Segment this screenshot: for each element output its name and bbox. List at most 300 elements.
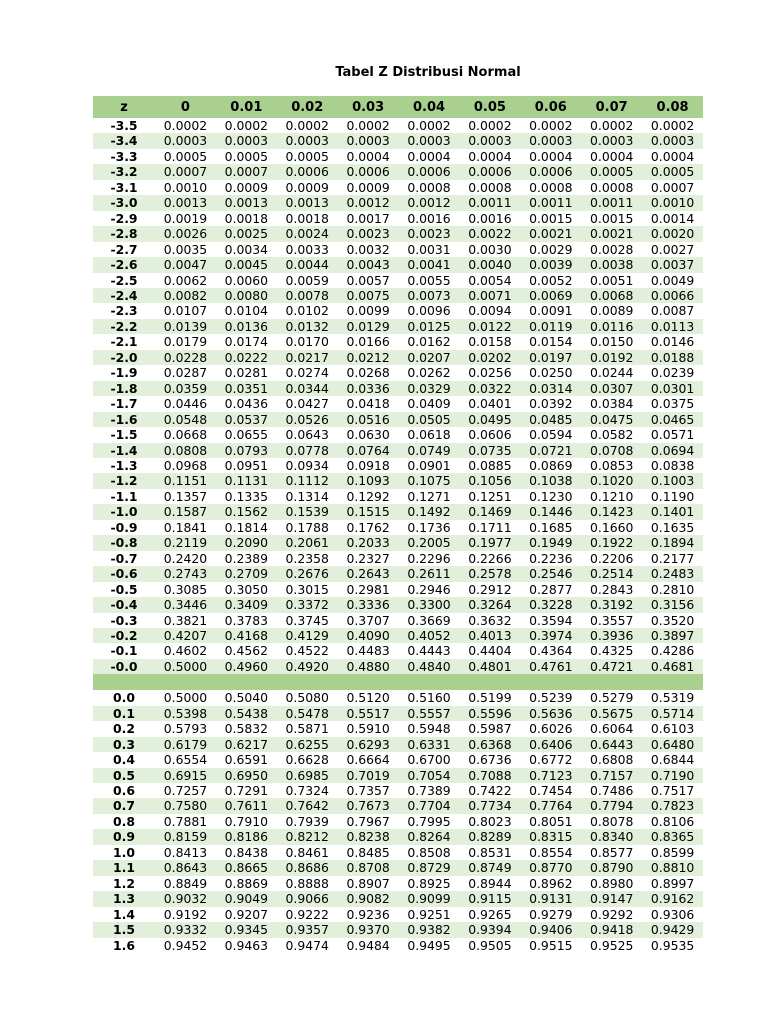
probability-cell: 0.0102 [285,303,329,319]
probability-cell: 0.0150 [590,334,634,350]
probability-cell: 0.1335 [224,488,269,504]
probability-cell: 0.0017 [346,210,390,226]
probability-cell: 0.2810 [650,581,695,597]
probability-cell: 0.5080 [285,690,329,706]
probability-cell: 0.8531 [468,844,512,860]
probability-cell: 0.3372 [277,597,338,612]
probability-cell: 0.0049 [650,272,695,288]
probability-cell: 0.0003 [642,133,703,148]
probability-cell: 0.9418 [581,922,642,937]
probability-cell: 0.0281 [224,365,269,381]
probability-cell: 0.0004 [468,148,512,164]
probability-cell: 0.0162 [407,334,451,350]
z-value-cell: -2.1 [110,334,138,350]
probability-cell: 0.0314 [520,381,581,396]
probability-cell: 0.7967 [346,813,390,829]
probability-cell: 0.4681 [642,659,703,674]
table-row [93,891,703,906]
probability-cell: 0.9236 [346,906,390,922]
probability-cell: 0.3050 [224,581,269,597]
probability-cell: 0.8508 [407,844,451,860]
probability-cell: 0.4052 [399,628,460,643]
z-value-cell: -3.3 [110,148,138,164]
probability-cell: 0.0212 [338,350,399,365]
probability-cell: 0.1230 [529,488,573,504]
probability-cell: 0.6554 [163,752,208,768]
probability-cell: 0.1357 [163,488,208,504]
probability-cell: 0.0013 [216,195,277,210]
z-value-cell: 0.4 [113,752,135,768]
probability-cell: 0.8790 [581,860,642,875]
probability-cell: 0.9535 [650,937,695,953]
probability-cell: 0.4013 [459,628,520,643]
probability-cell: 0.0043 [338,257,399,272]
probability-cell: 0.0011 [520,195,581,210]
probability-cell: 0.4207 [155,628,216,643]
probability-cell: 0.0002 [407,118,451,133]
probability-cell: 0.0003 [520,133,581,148]
probability-cell: 0.0244 [590,365,634,381]
probability-cell: 0.0002 [224,118,269,133]
probability-cell: 0.8888 [285,875,329,891]
probability-cell: 0.6950 [216,768,277,783]
probability-cell: 0.3783 [224,612,269,628]
probability-cell: 0.7794 [581,798,642,813]
probability-cell: 0.9192 [163,906,208,922]
probability-cell: 0.4483 [346,643,390,659]
probability-cell: 0.6591 [224,752,269,768]
probability-cell: 0.9279 [529,906,573,922]
probability-cell: 0.8665 [216,860,277,875]
probability-cell: 0.6368 [459,737,520,752]
probability-cell: 0.9207 [224,906,269,922]
probability-cell: 0.9495 [407,937,451,953]
probability-cell: 0.0059 [285,272,329,288]
probability-cell: 0.0034 [224,241,269,257]
table-row [93,133,703,148]
probability-cell: 0.7422 [468,783,512,799]
probability-cell: 0.2912 [468,581,512,597]
probability-cell: 0.1271 [407,488,451,504]
probability-cell: 0.9525 [590,937,634,953]
z-value-cell: -0.1 [110,643,138,659]
probability-cell: 0.8554 [529,844,573,860]
table-row [93,566,703,581]
probability-cell: 0.1075 [399,473,460,488]
probability-cell: 0.1292 [346,488,390,504]
probability-cell: 0.8708 [338,860,399,875]
probability-cell: 0.0032 [346,241,390,257]
probability-cell: 0.3745 [285,612,329,628]
probability-cell: 0.0069 [520,288,581,303]
probability-cell: 0.3264 [459,597,520,612]
probability-cell: 0.0033 [285,241,329,257]
probability-cell: 0.8869 [224,875,269,891]
probability-cell: 0.0019 [163,210,208,226]
z-value-cell: -0.9 [110,519,138,535]
probability-cell: 0.0655 [224,427,269,443]
probability-cell: 0.0853 [590,457,634,473]
probability-cell: 0.0166 [346,334,390,350]
probability-cell: 0.2843 [590,581,634,597]
probability-cell: 0.4602 [163,643,208,659]
z-value-cell: 1.0 [113,844,135,860]
probability-cell: 0.9370 [338,922,399,937]
probability-cell: 0.8749 [459,860,520,875]
probability-cell: 0.0268 [346,365,390,381]
probability-cell: 0.1685 [529,519,573,535]
probability-cell: 0.9147 [581,891,642,906]
z-value-cell: -0.4 [93,597,155,612]
probability-cell: 0.0004 [590,148,634,164]
probability-cell: 0.4443 [407,643,451,659]
table-row [93,860,703,875]
probability-cell: 0.0005 [285,148,329,164]
table-row [93,814,703,829]
probability-cell: 0.7157 [581,768,642,783]
probability-cell: 0.0002 [650,118,695,133]
probability-cell: 0.3669 [407,612,451,628]
probability-cell: 0.0073 [399,288,460,303]
probability-cell: 0.0436 [224,396,269,412]
probability-cell: 0.3632 [468,612,512,628]
probability-cell: 0.1788 [285,519,329,535]
probability-cell: 0.4920 [277,659,338,674]
probability-cell: 0.0694 [642,443,703,458]
probability-cell: 0.9429 [642,922,703,937]
probability-cell: 0.5199 [468,690,512,706]
probability-cell: 0.8238 [338,829,399,844]
probability-cell: 0.9484 [346,937,390,953]
probability-cell: 0.1210 [590,488,634,504]
probability-cell: 0.0012 [338,195,399,210]
table-row [93,164,703,179]
probability-cell: 0.7881 [163,813,208,829]
probability-cell: 0.3336 [338,597,399,612]
z-value-cell: 1.2 [113,875,135,891]
z-value-cell: 0.6 [113,783,135,799]
probability-cell: 0.0885 [468,457,512,473]
probability-cell: 0.0228 [155,350,216,365]
table-row [93,582,703,597]
z-value-cell: -2.2 [93,319,155,334]
table-row [93,319,703,334]
z-value-cell: -0.6 [93,566,155,581]
probability-cell: 0.8980 [590,875,634,891]
z-value-cell: -1.9 [110,365,138,381]
probability-cell: 0.0026 [155,226,216,241]
probability-cell: 0.2420 [163,550,208,566]
probability-cell: 0.6480 [642,737,703,752]
probability-cell: 0.0129 [338,319,399,334]
probability-cell: 0.4090 [338,628,399,643]
probability-cell: 0.8023 [468,813,512,829]
z-value-cell: -1.2 [93,473,155,488]
table-row [93,443,703,458]
probability-cell: 0.6293 [338,737,399,752]
probability-cell: 0.0041 [399,257,460,272]
probability-cell: 0.1922 [581,535,642,550]
probability-cell: 0.0618 [407,427,451,443]
probability-cell: 0.0668 [163,427,208,443]
probability-cell: 0.1190 [650,488,695,504]
probability-cell: 0.1251 [468,488,512,504]
z-table [93,96,703,953]
probability-cell: 0.6255 [277,737,338,752]
probability-cell: 0.0031 [407,241,451,257]
probability-cell: 0.6217 [216,737,277,752]
z-value-cell: -2.6 [93,257,155,272]
table-row [93,118,703,133]
probability-cell: 0.0606 [468,427,512,443]
probability-cell: 0.7673 [338,798,399,813]
probability-cell: 0.0409 [407,396,451,412]
table-row [93,690,703,705]
probability-cell: 0.2033 [338,535,399,550]
probability-cell: 0.1151 [155,473,216,488]
probability-cell: 0.0188 [642,350,703,365]
z-value-cell: -3.4 [93,133,155,148]
probability-cell: 0.0003 [581,133,642,148]
table-row [93,551,703,566]
probability-cell: 0.0006 [459,164,520,179]
probability-cell: 0.0007 [650,179,695,195]
probability-cell: 0.6064 [590,721,634,737]
probability-cell: 0.0222 [216,350,277,365]
probability-cell: 0.0010 [163,179,208,195]
probability-cell: 0.0307 [581,381,642,396]
probability-cell: 0.7291 [224,783,269,799]
probability-cell: 0.0055 [407,272,451,288]
probability-cell: 0.7995 [407,813,451,829]
probability-cell: 0.0099 [346,303,390,319]
z-value-cell: -1.1 [110,488,138,504]
z-value-cell: 0.0 [113,690,135,706]
column-header: 0.02 [277,96,338,118]
probability-cell: 0.6103 [650,721,695,737]
probability-cell: 0.8186 [216,829,277,844]
probability-cell: 0.7257 [163,783,208,799]
probability-cell: 0.0113 [642,319,703,334]
probability-cell: 0.8461 [285,844,329,860]
probability-cell: 0.7823 [642,798,703,813]
page-title: Tabel Z Distribusi Normal [335,65,521,80]
probability-cell: 0.7580 [155,798,216,813]
probability-cell: 0.2877 [529,581,573,597]
probability-cell: 0.3409 [216,597,277,612]
probability-cell: 0.0526 [277,412,338,427]
probability-cell: 0.0002 [346,118,390,133]
probability-cell: 0.5596 [459,706,520,721]
probability-cell: 0.9292 [590,906,634,922]
column-header: 0.01 [216,96,277,118]
probability-cell: 0.7389 [407,783,451,799]
probability-cell: 0.9474 [285,937,329,953]
probability-cell: 0.0537 [216,412,277,427]
probability-cell: 0.5438 [216,706,277,721]
probability-cell: 0.8770 [520,860,581,875]
probability-cell: 0.0630 [346,427,390,443]
probability-cell: 0.3520 [650,612,695,628]
z-value-cell: -2.0 [93,350,155,365]
header-row [93,96,703,118]
probability-cell: 0.5832 [224,721,269,737]
probability-cell: 0.0016 [468,210,512,226]
probability-cell: 0.2389 [224,550,269,566]
table-row [93,520,703,535]
probability-cell: 0.0075 [338,288,399,303]
table-row [93,752,703,767]
probability-cell: 0.0094 [468,303,512,319]
probability-cell: 0.0004 [650,148,695,164]
probability-cell: 0.0485 [520,412,581,427]
probability-cell: 0.6700 [407,752,451,768]
probability-cell: 0.8577 [590,844,634,860]
probability-cell: 0.2546 [520,566,581,581]
probability-cell: 0.9382 [399,922,460,937]
z-value-cell: -2.3 [110,303,138,319]
probability-cell: 0.6026 [529,721,573,737]
probability-cell: 0.3707 [346,612,390,628]
probability-cell: 0.1894 [642,535,703,550]
probability-cell: 0.1469 [459,504,520,519]
probability-cell: 0.9345 [216,922,277,937]
probability-cell: 0.0040 [459,257,520,272]
probability-cell: 0.1736 [407,519,451,535]
probability-cell: 0.8849 [163,875,208,891]
probability-cell: 0.0808 [155,443,216,458]
probability-cell: 0.6179 [155,737,216,752]
probability-cell: 0.0028 [590,241,634,257]
table-row [93,613,703,628]
probability-cell: 0.0018 [285,210,329,226]
probability-cell: 0.0016 [407,210,451,226]
probability-cell: 0.2119 [155,535,216,550]
probability-cell: 0.0096 [407,303,451,319]
probability-cell: 0.0012 [399,195,460,210]
table-row [93,659,703,674]
probability-cell: 0.0052 [529,272,573,288]
table-row [93,288,703,303]
probability-cell: 0.8289 [459,829,520,844]
probability-cell: 0.9332 [155,922,216,937]
probability-cell: 0.6736 [468,752,512,768]
probability-cell: 0.0022 [459,226,520,241]
probability-cell: 0.7642 [277,798,338,813]
probability-cell: 0.0021 [581,226,642,241]
table-row [93,829,703,844]
probability-cell: 0.1977 [459,535,520,550]
probability-cell: 0.0008 [529,179,573,195]
probability-cell: 0.0594 [529,427,573,443]
probability-cell: 0.6664 [346,752,390,768]
probability-cell: 0.7054 [399,768,460,783]
probability-cell: 0.0104 [224,303,269,319]
probability-cell: 0.8438 [224,844,269,860]
probability-cell: 0.1401 [642,504,703,519]
probability-cell: 0.0015 [529,210,573,226]
probability-cell: 0.0968 [163,457,208,473]
table-row [93,427,703,442]
probability-cell: 0.1003 [642,473,703,488]
probability-cell: 0.3594 [529,612,573,628]
probability-cell: 0.0008 [468,179,512,195]
probability-cell: 0.0516 [338,412,399,427]
probability-cell: 0.5675 [581,706,642,721]
probability-cell: 0.4286 [650,643,695,659]
probability-cell: 0.8925 [407,875,451,891]
probability-cell: 0.0068 [581,288,642,303]
probability-cell: 0.3192 [581,597,642,612]
probability-cell: 0.0548 [155,412,216,427]
probability-cell: 0.0021 [520,226,581,241]
table-row [93,257,703,272]
probability-cell: 0.5000 [155,659,216,674]
z-value-cell: -0.2 [93,628,155,643]
table-row [93,211,703,226]
probability-cell: 0.6331 [399,737,460,752]
probability-cell: 0.0004 [346,148,390,164]
probability-cell: 0.6628 [285,752,329,768]
z-value-cell: -3.1 [110,179,138,195]
probability-cell: 0.0170 [285,334,329,350]
table-row [93,721,703,736]
z-value-cell: -2.7 [110,241,138,257]
table-row [93,180,703,195]
probability-cell: 0.0004 [529,148,573,164]
z-value-cell: -0.7 [110,550,138,566]
probability-cell: 0.0207 [399,350,460,365]
column-header: 0.04 [399,96,460,118]
column-header: 0.05 [459,96,520,118]
probability-cell: 0.8159 [155,829,216,844]
table-row [93,535,703,550]
probability-cell: 0.3974 [520,628,581,643]
column-header: 0.06 [520,96,581,118]
probability-cell: 0.0057 [346,272,390,288]
table-row [93,195,703,210]
probability-cell: 0.0901 [407,457,451,473]
probability-cell: 0.2514 [581,566,642,581]
probability-cell: 0.0735 [459,443,520,458]
probability-cell: 0.9082 [338,891,399,906]
probability-cell: 0.0089 [590,303,634,319]
table-row [93,273,703,288]
probability-cell: 0.0004 [407,148,451,164]
column-header: 0.07 [581,96,642,118]
probability-cell: 0.8810 [642,860,703,875]
z-value-cell: 0.9 [93,829,155,844]
table-row [93,597,703,612]
probability-cell: 0.0778 [277,443,338,458]
probability-cell: 0.0359 [155,381,216,396]
probability-cell: 0.0301 [642,381,703,396]
probability-cell: 0.8340 [581,829,642,844]
probability-cell: 0.4404 [468,643,512,659]
probability-cell: 0.0869 [529,457,573,473]
probability-cell: 0.5398 [155,706,216,721]
probability-cell: 0.0003 [459,133,520,148]
probability-cell: 0.5239 [529,690,573,706]
probability-cell: 0.8962 [529,875,573,891]
probability-cell: 0.0005 [642,164,703,179]
probability-cell: 0.3015 [285,581,329,597]
probability-cell: 0.0045 [216,257,277,272]
probability-cell: 0.7611 [216,798,277,813]
probability-cell: 0.7357 [346,783,390,799]
probability-cell: 0.0401 [468,396,512,412]
probability-cell: 0.0087 [650,303,695,319]
